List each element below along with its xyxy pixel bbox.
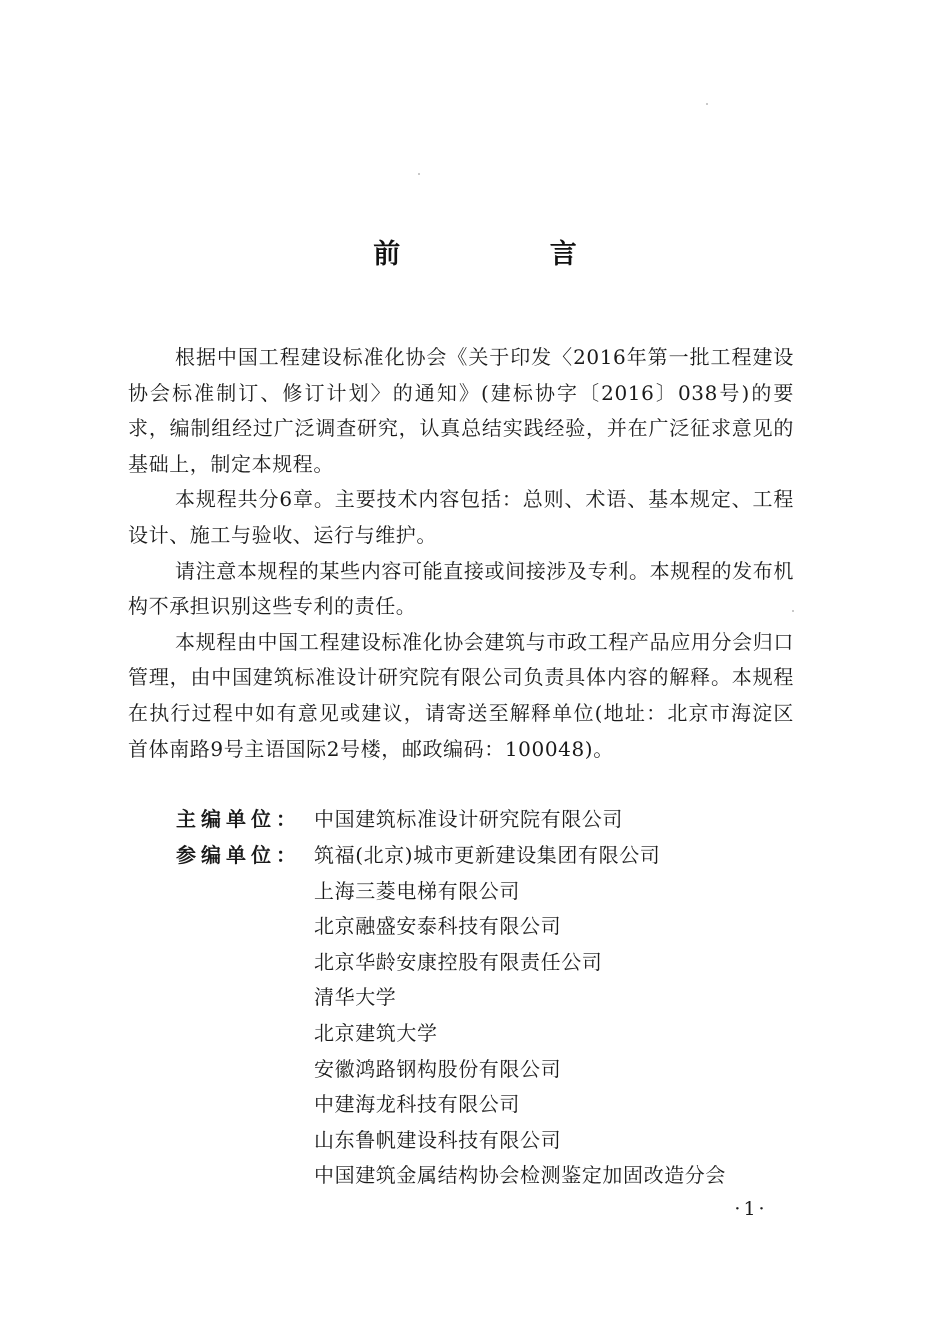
preface-paragraph: 根据中国工程建设标准化协会《关于印发〈2016年第一批工程建设协会标准制订、修订计划〉的通知》(建标协字〔2016〕038号)的要求，编制组经过广泛调查研究，认真总结实践经验，并在广泛征求意见的基础上，制定本规程。 (128, 345, 794, 476)
participating-editors-row (176, 838, 816, 1194)
preface-paragraph: 本规程共分6章。主要技术内容包括：总则、术语、基本规定、工程设计、施工与验收、运行与维护。 (128, 487, 794, 547)
chief-editor-unit: 中国建筑标准设计研究院有限公司 (314, 807, 623, 831)
participating-unit: 北京建筑大学 (314, 1020, 438, 1045)
chief-editor-label: 主编单位： (176, 807, 301, 831)
participating-unit: 清华大学 (314, 985, 397, 1010)
preface-paragraph: 本规程由中国工程建设标准化协会建筑与市政工程产品应用分会归口管理，由中国建筑标准设计研究院有限公司负责具体内容的解释。本规程在执行过程中如有意见或建议，请寄送至解释单位(地址：北京市海淀区首体南路9号主语国际2号楼，邮政编码：100048)。 (128, 629, 794, 761)
participating-editors-block (176, 838, 816, 1194)
participating-editors-label: 参编单位： (176, 843, 301, 867)
scan-speck (418, 173, 420, 175)
preface-paragraph: 请注意本规程的某些内容可能直接或间接涉及专利。本规程的发布机构不承担识别这些专利的责任。 (128, 558, 794, 619)
participating-unit: 中建海龙科技有限公司 (314, 1092, 520, 1117)
preface-body (128, 340, 794, 767)
participating-unit: 北京融盛安泰科技有限公司 (314, 914, 562, 939)
participating-unit: 筑福(北京)城市更新建设集团有限公司 (314, 843, 661, 867)
page-number: ·1· (734, 1198, 768, 1220)
scan-speck (706, 103, 708, 105)
chief-editor-list (314, 802, 623, 838)
participating-unit: 安徽鸿路钢构股份有限公司 (314, 1056, 562, 1081)
participating-unit: 上海三菱电梯有限公司 (314, 878, 520, 903)
chief-editor-row (176, 802, 816, 838)
page-title: 前 言 (373, 239, 647, 270)
participating-unit: 山东鲁帆建设科技有限公司 (314, 1127, 562, 1152)
participating-unit: 中国建筑金属结构协会检测鉴定加固改造分会 (314, 1163, 726, 1188)
participating-editors-list (314, 838, 726, 1194)
participating-unit: 北京华龄安康控股有限责任公司 (314, 949, 603, 974)
chief-editor-block (176, 802, 816, 838)
